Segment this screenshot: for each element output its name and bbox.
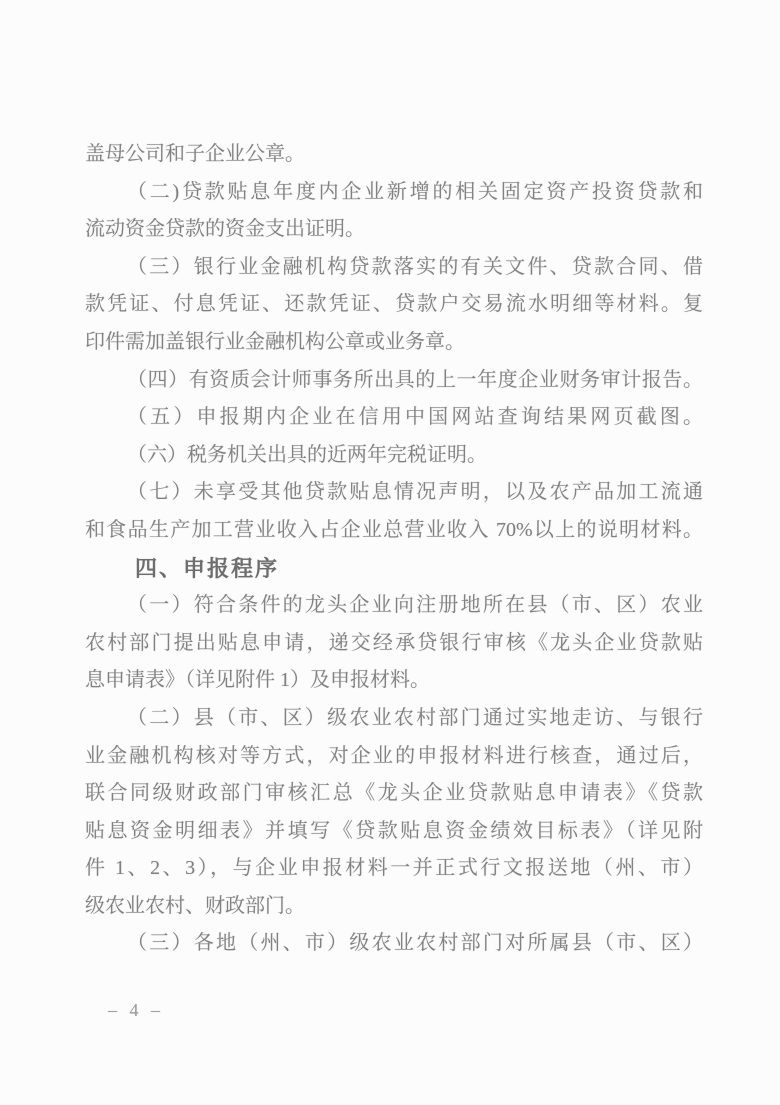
body-text-line: 印件需加盖银行业金融机构公章或业务章。 (85, 330, 465, 353)
body-text-line: （二)贷款贴息年度内企业新增的相关固定资产投资贷款和 (127, 180, 703, 203)
body-text-line: （六）税务机关出具的近两年完税证明。 (127, 443, 487, 466)
page-number: – 4 – (108, 1000, 164, 1020)
document-body (85, 136, 703, 963)
body-text-line: （五）申报期内企业在信用中国网站查询结果网页截图。 (127, 406, 703, 429)
body-text-line: 息申请表》（详见附件 1）及申报材料。 (85, 669, 430, 692)
body-text-line: 款凭证、付息凭证、还款凭证、贷款户交易流水明细等材料。复 (85, 293, 703, 316)
body-text-line: 农村部门提出贴息申请，递交经承贷银行审核《龙头企业贷款贴 (85, 631, 703, 654)
body-text-line: （三）银行业金融机构贷款落实的有关文件、贷款合同、借 (127, 255, 703, 278)
body-text-line: 级农业农村、财政部门。 (85, 894, 305, 917)
section-heading: 四、申报程序 (135, 555, 280, 581)
body-text-line: （四）有资质会计师事务所出具的上一年度企业财务审计报告。 (127, 368, 703, 391)
body-text-line: 件 1、2、3），与企业申报材料一并正式行文报送地（州、市） (85, 857, 703, 880)
body-text-line: （一）符合条件的龙头企业向注册地所在县（市、区）农业 (127, 594, 703, 617)
body-text-line: （三）各地（州、市）级农业农村部门对所属县（市、区） (127, 932, 703, 955)
body-text-line: 业金融机构核对等方式，对企业的申报材料进行核查，通过后， (85, 744, 703, 767)
body-text-line: 贴息资金明细表》并填写《贷款贴息资金绩效目标表》（详见附 (85, 819, 703, 842)
body-text-line: 盖母公司和子企业公章。 (85, 143, 305, 165)
body-text-line: 流动资金贷款的资金支出证明。 (85, 218, 365, 241)
body-text-line: 和食品生产加工营业收入占企业总营业收入 70%以上的说明材料。 (85, 518, 703, 541)
body-text-line: （二）县（市、区）级农业农村部门通过实地走访、与银行 (127, 706, 703, 729)
body-text-line: （七）未享受其他贷款贴息情况声明，以及农产品加工流通 (127, 481, 703, 504)
body-text-line: 联合同级财政部门审核汇总《龙头企业贷款贴息申请表》《贷款 (85, 782, 703, 805)
